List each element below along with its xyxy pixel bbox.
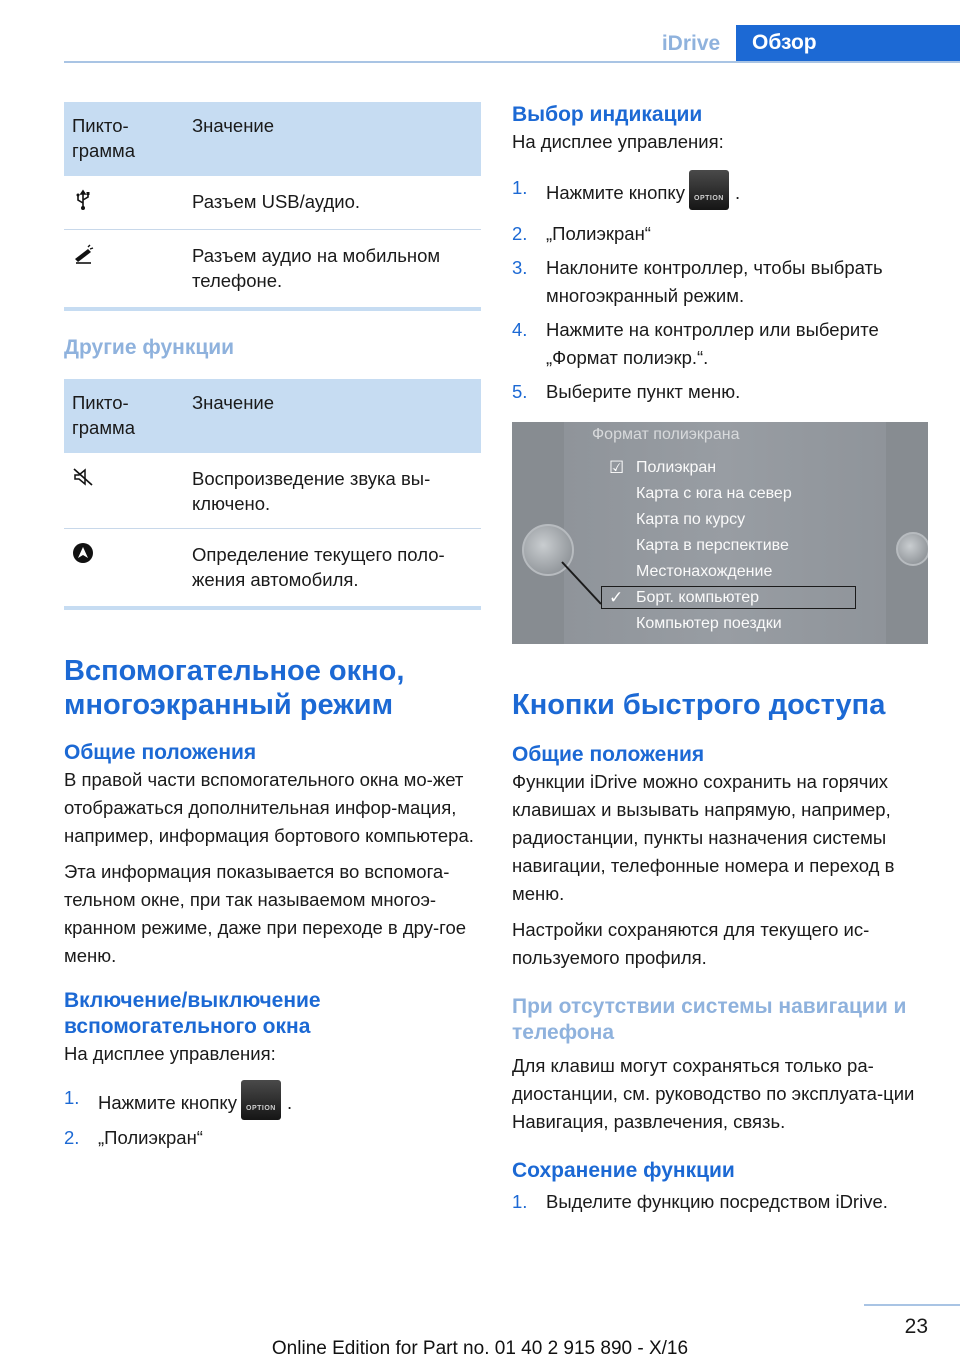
mute-icon xyxy=(72,466,94,488)
table-cell-meaning: Разъем аудио на мобильном телефоне. xyxy=(184,230,481,310)
paragraph: Функции iDrive можно сохранить на горячих клавишах и вызывать напрямую, например, радиостанции, пункты назначения системы навигации, телефонные номера и переход в меню. xyxy=(512,771,895,904)
list-item: 3. Наклоните контроллер, чтобы выбрать многоэкранный режим. xyxy=(512,257,883,306)
screen-menu-item: Полиэкран xyxy=(636,459,717,476)
table-row xyxy=(64,176,481,230)
header-section: iDrive xyxy=(661,32,721,55)
steps-list xyxy=(64,1084,481,1152)
section-title-hotkeys: Кнопки быстрого доступа xyxy=(512,689,886,721)
heading-toggle-side-window: Включение/выключение вспомогательного окна xyxy=(64,989,321,1038)
table-header-pictogram: Пикто-грамма xyxy=(64,102,184,176)
heading-general: Общие положения xyxy=(64,741,257,764)
check-icon: ☑ xyxy=(609,458,625,477)
table-header-pictogram: Пикто-грамма xyxy=(64,379,184,453)
page-number-rule xyxy=(864,1304,960,1306)
paragraph: В правой части вспомогательного окна мо-жет отображаться дополнительная инфор-мация, например, информация бортового компьютера. xyxy=(64,769,474,846)
left-column xyxy=(64,102,481,1152)
list-item: 2. „Полиэкран“ xyxy=(512,223,651,244)
table-header-meaning: Значение xyxy=(184,102,481,176)
usb-icon xyxy=(72,189,94,211)
list-item: 2. „Полиэкран“ xyxy=(64,1127,203,1148)
pictogram-table-2 xyxy=(64,379,481,610)
option-button-icon: OPTION xyxy=(241,1080,281,1120)
steps-list xyxy=(512,174,928,406)
heading-save-function: Сохранение функции xyxy=(512,1159,735,1182)
section-heading-other-functions: Другие функции xyxy=(64,336,235,359)
list-item: 1. Выделите функцию посредством iDrive. xyxy=(512,1191,888,1212)
list-item: 5. Выберите пункт меню. xyxy=(512,381,741,402)
footer-edition: Online Edition for Part no. 01 40 2 915 890 - X/16 xyxy=(271,1338,689,1359)
option-button-icon: OPTION xyxy=(689,170,729,210)
heading-no-navigation: При отсутствии системы навигации и телефона xyxy=(512,995,907,1044)
table-cell-meaning: Разъем USB/аудио. xyxy=(184,176,481,230)
paragraph: На дисплее управления: xyxy=(64,1043,276,1064)
pointer-line xyxy=(512,422,928,644)
header-chapter-tab: Обзор xyxy=(736,25,960,61)
table-header-meaning: Значение xyxy=(184,379,481,453)
list-item: 4. Нажмите на контроллер или выберите „Формат полиэкр.“. xyxy=(512,319,879,368)
header-rule xyxy=(64,61,960,63)
pictogram-table-1 xyxy=(64,102,481,311)
steps-list xyxy=(512,1188,928,1216)
screen-menu-item: Местонахождение xyxy=(636,563,773,580)
list-item: 1. Нажмите кнопку OPTION . xyxy=(512,174,928,214)
table-row xyxy=(64,230,481,310)
vehicle-position-icon xyxy=(72,542,94,564)
list-item: 1. Нажмите кнопку OPTION . xyxy=(64,1084,481,1124)
table-cell-meaning: Воспроизведение звука вы-ключено. xyxy=(184,453,481,529)
section-title-multiscreen: Вспомогательное окно, многоэкранный режим xyxy=(64,655,405,721)
paragraph: Эта информация показывается во вспомога-тельном окне, при так называемом многоэ-кранном режиме, даже при переходе в дру-гое меню. xyxy=(64,861,467,966)
right-column xyxy=(512,102,928,1216)
table-row xyxy=(64,529,481,609)
screen-title: Формат полиэкрана xyxy=(592,426,740,443)
screen-menu-item: Компьютер поездки xyxy=(636,615,782,632)
page-number: 23 xyxy=(904,1315,928,1338)
paragraph: Для клавиш могут сохраняться только ра-диостанции, см. руководство по эксплуата-ции Навигация, развлечения, связь. xyxy=(512,1055,915,1132)
heading-general: Общие положения xyxy=(512,743,705,766)
screen-menu-item: Карта с юга на север xyxy=(636,485,792,502)
idrive-screen-image xyxy=(512,422,928,644)
screen-menu-item: Карта в перспективе xyxy=(636,537,789,554)
check-icon: ✓ xyxy=(609,588,624,607)
paragraph: На дисплее управления: xyxy=(512,131,724,152)
paragraph: Настройки сохраняются для текущего ис-пользуемого профиля. xyxy=(512,919,870,968)
screen-menu-item: Карта по курсу xyxy=(636,511,746,528)
table-cell-meaning: Определение текущего поло-жения автомобиля. xyxy=(184,529,481,609)
phone-audio-icon xyxy=(72,243,94,265)
heading-select-display: Выбор индикации xyxy=(512,103,703,126)
table-row xyxy=(64,453,481,529)
screen-menu-item: Борт. компьютер xyxy=(636,589,760,606)
